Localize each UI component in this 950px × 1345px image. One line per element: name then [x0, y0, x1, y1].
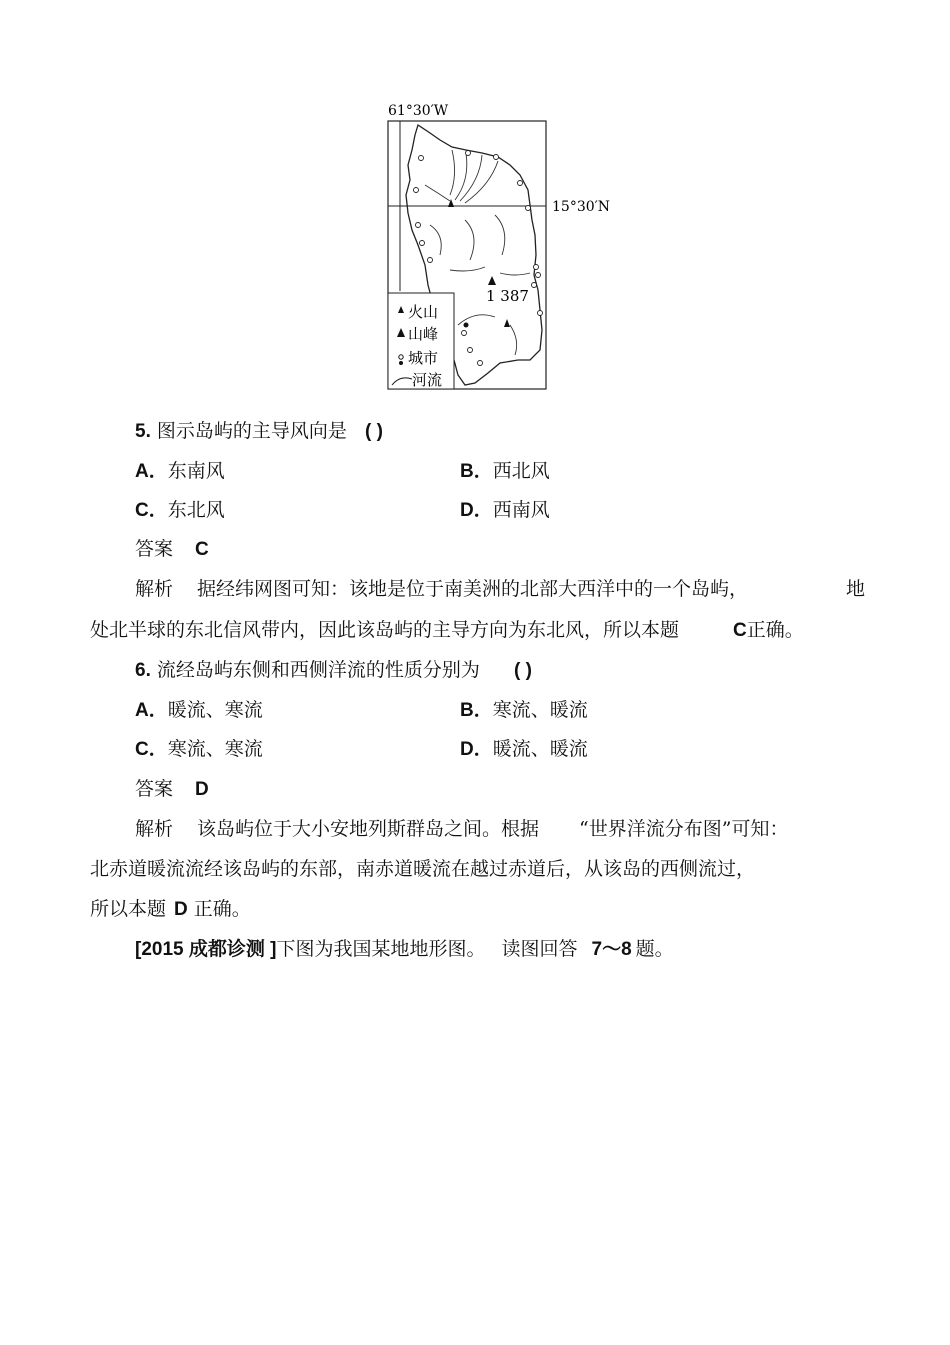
q6-paren: ( ): [513, 660, 532, 681]
q5-number: 5: [135, 421, 146, 442]
q6-stem: 6. 流经岛屿东侧和西侧洋流的性质分别为 ( ): [135, 659, 532, 681]
city-marker-filled: [464, 323, 469, 328]
q6-option-c: C．寒流、寒流: [135, 738, 263, 760]
q5-option-a: A．东南风: [135, 460, 225, 482]
q6-option-a: A．暖流、寒流: [135, 699, 263, 721]
q6-analysis-line1: 解析 该岛屿位于大小安地列斯群岛之间。根据 “世界洋流分布图”可知：: [135, 818, 789, 840]
q5-analysis-line2: 处北半球的东北信风带内，因此该岛屿的主导方向为东北风，所以本题 C正确。: [90, 619, 804, 641]
legend-city-label: 城市: [408, 349, 439, 367]
legend-volcano-label: 火山: [408, 303, 439, 321]
q5-paren: ( ): [364, 421, 383, 442]
lat-label: 15°30′N: [552, 199, 611, 215]
q6-number: 6: [135, 660, 146, 681]
peak-marker: [488, 276, 496, 285]
elevation-label: 1 387: [486, 287, 529, 305]
source-tag: [2015 成都诊测 ]: [135, 939, 277, 960]
q6-text: 流经岛屿东侧和西侧洋流的性质分别为: [156, 659, 480, 681]
q5-analysis-line1: 解析 据经纬网图可知：该地是位于南美洲的北部大西洋中的一个岛屿，: [135, 578, 749, 600]
q6-answer: 答案 D: [135, 778, 209, 800]
island-map: [370, 95, 620, 400]
volcano-marker: [504, 319, 510, 327]
q5-option-c: C．东北风: [135, 499, 225, 521]
q5-stem: 5. 图示岛屿的主导风向是 ( ): [135, 420, 383, 442]
q6-option-d: D．暖流、暖流: [460, 738, 588, 760]
q5-analysis-line1-end: 地: [846, 578, 866, 600]
q5-answer: 答案 C: [135, 538, 209, 560]
next-section-intro: [2015 成都诊测 ]下图为我国某地地形图。 读图回答 7～8 题。: [135, 938, 674, 960]
q6-option-b: B．寒流、暖流: [460, 699, 588, 721]
q5-option-d: D．西南风: [460, 499, 550, 521]
q5-text: 图示岛屿的主导风向是: [156, 420, 347, 442]
q5-option-b: B．西北风: [460, 460, 550, 482]
q6-analysis-line3: 所以本题 D 正确。: [90, 898, 251, 920]
legend-river-label: 河流: [412, 371, 443, 389]
legend-peak-label: 山峰: [408, 325, 439, 343]
q6-analysis-line2: 北赤道暖流流经该岛屿的东部，南赤道暖流在越过赤道后，从该岛的西侧流过，: [90, 858, 756, 880]
lon-label: 61°30′W: [388, 103, 449, 119]
